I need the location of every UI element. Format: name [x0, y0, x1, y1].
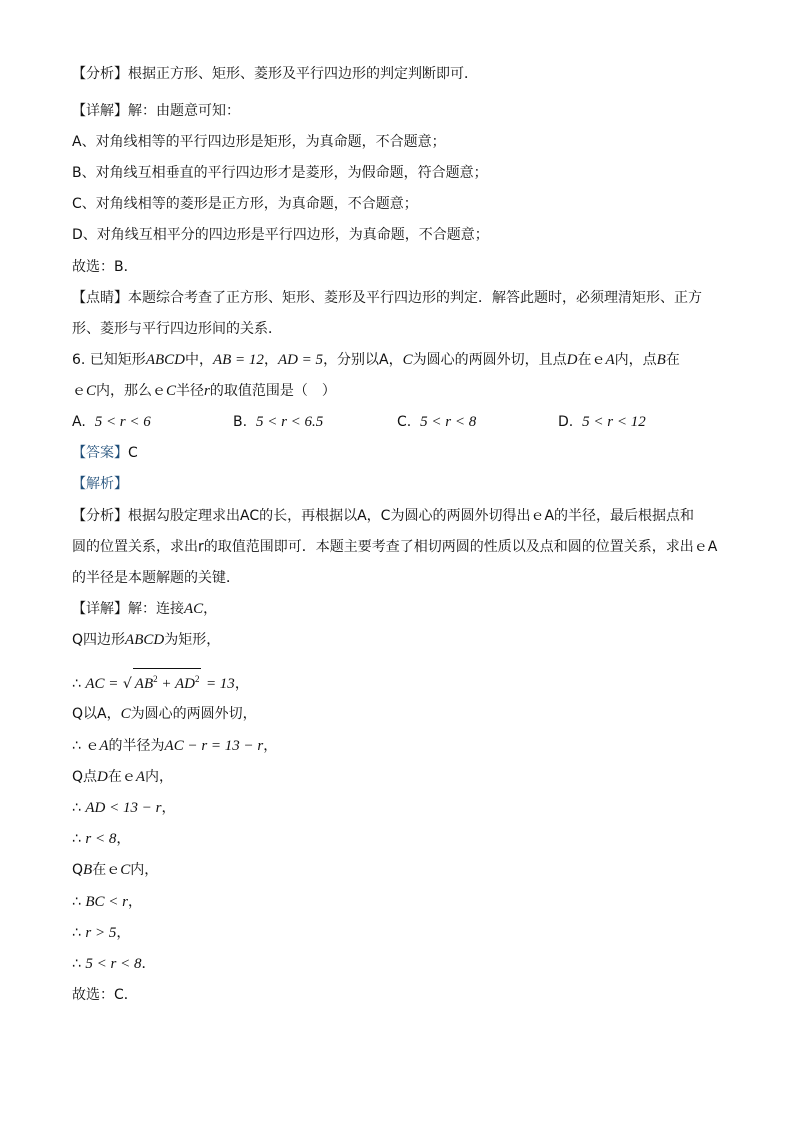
- stem-text: ｅ: [72, 383, 86, 399]
- step-1: [72, 630, 220, 650]
- stem-text: 内，点: [614, 352, 657, 368]
- prev-analysis: 【分析】根据正方形、矩形、菱形及平行四边形的判定判断即可．: [72, 66, 478, 82]
- stem-text: 半径: [176, 383, 205, 399]
- stem-math: C: [402, 352, 413, 368]
- stem-math: r: [204, 383, 210, 399]
- radicand-ab: AB: [134, 676, 154, 692]
- step-10: [72, 923, 130, 943]
- step-text: 在ｅ: [107, 769, 136, 785]
- step-math: = 13: [205, 676, 235, 692]
- step-5: [72, 767, 173, 787]
- step-math: AC =: [85, 676, 119, 692]
- choice-label: B.: [233, 414, 248, 430]
- stem-math: C: [86, 383, 97, 399]
- analysis-line3: 的半径是本题解题的关键．: [72, 570, 240, 586]
- detail-text: ，: [203, 601, 218, 617]
- exponent: 2: [194, 674, 200, 684]
- stem-math: AD = 5: [277, 352, 324, 368]
- stem-text: ，: [263, 352, 278, 368]
- analysis-line1: 【分析】根据勾股定理求出AC的长，再根据以A，C为圆心的两圆外切得出ｅA的半径，最后根据点和: [72, 508, 695, 524]
- step-text: ，: [161, 800, 176, 816]
- stem-math: AB = 12: [212, 352, 264, 368]
- step-3: [72, 704, 257, 724]
- step-math: AC − r = 13 − r: [164, 738, 264, 754]
- prev-comment-line2: 形、菱形与平行四边形间的关系．: [72, 321, 282, 337]
- step-4: [72, 736, 277, 756]
- final-choice: 故选：C．: [72, 987, 138, 1003]
- step-math: ABCD: [125, 632, 165, 648]
- choice-value: 5 < r < 6: [94, 414, 151, 430]
- step-math: AD < 13 − r: [85, 800, 162, 816]
- prev-comment-line1: 【点睛】本题综合考查了正方形、矩形、菱形及平行四边形的判定．解答此题时，必须理清矩形、正方: [72, 290, 702, 306]
- step-text: ∴: [72, 831, 81, 847]
- stem-text: 在: [665, 352, 680, 368]
- step-8: [72, 860, 158, 880]
- step-math: r > 5: [85, 925, 117, 941]
- choice-value: 5 < r < 12: [582, 414, 646, 430]
- step-text: ，: [263, 738, 278, 754]
- prev-option-b: B、对角线互相垂直的平行四边形才是菱形，为假命题，符合题意；: [72, 165, 488, 181]
- radicand-ad: + AD: [157, 676, 195, 692]
- step-7: [72, 829, 130, 849]
- choice-label: D.: [558, 414, 574, 430]
- step-math: C: [120, 706, 131, 722]
- step-text: ．: [141, 956, 156, 972]
- stem-text: 在ｅ: [577, 352, 606, 368]
- choice-a: [72, 412, 151, 432]
- stem-text: 为圆心的两圆外切，且点: [412, 352, 567, 368]
- prev-option-c: C、对角线相等的菱形是正方形，为真命题，不合题意；: [72, 196, 418, 212]
- step-text: Q点: [72, 769, 98, 785]
- stem-math: D: [566, 352, 578, 368]
- choice-c: [397, 412, 476, 432]
- step-text: ∴: [72, 956, 81, 972]
- stem-text: 中，: [184, 352, 213, 368]
- step-text: ，: [128, 894, 143, 910]
- step-11: [72, 954, 155, 974]
- stem-text: ，分别以A，: [323, 352, 403, 368]
- step-text: 为圆心的两圆外切，: [130, 706, 257, 722]
- answer-tag: 【答案】: [72, 445, 128, 461]
- step-text: 内，: [130, 862, 159, 878]
- step-text: Q以A，: [72, 706, 121, 722]
- sqrt-icon: √: [122, 676, 132, 692]
- step-text: ∴: [72, 925, 81, 941]
- step-text: ，: [116, 831, 131, 847]
- q6-stem-line1: [72, 350, 680, 370]
- step-text: ∴: [72, 676, 81, 692]
- step-math: A: [99, 738, 109, 754]
- step-text: ∴: [72, 800, 81, 816]
- step-math: 5 < r < 8: [85, 956, 142, 972]
- stem-math: ABCD: [145, 352, 185, 368]
- step-math: B: [83, 862, 93, 878]
- step-text: Q: [72, 862, 84, 878]
- step-text: 的半径为: [108, 738, 165, 754]
- answer-line: [72, 443, 138, 463]
- step-text: 为矩形，: [164, 632, 221, 648]
- step-text: 内，: [145, 769, 174, 785]
- stem-math: B: [656, 352, 666, 368]
- step-text: 在ｅ: [92, 862, 121, 878]
- step-text: ∴ ｅ: [72, 738, 100, 754]
- choice-value: 5 < r < 8: [420, 414, 477, 430]
- choice-label: A.: [72, 414, 86, 430]
- analysis-line2: 圆的位置关系，求出r的取值范围即可．本题主要考查了相切两圆的性质以及点和圆的位置关系，求出ｅA: [72, 539, 718, 555]
- step-6: [72, 798, 175, 818]
- prev-choice: 故选：B．: [72, 259, 138, 275]
- choice-label: C.: [397, 414, 412, 430]
- step-text: ∴: [72, 894, 81, 910]
- choice-value: 5 < r < 6.5: [255, 414, 324, 430]
- step-2: [72, 668, 249, 694]
- detail-text: 【详解】解：连接: [72, 601, 184, 617]
- step-math: C: [120, 862, 131, 878]
- choice-b: [233, 412, 323, 432]
- stem-math: C: [166, 383, 177, 399]
- detail-math: AC: [184, 601, 204, 617]
- step-math: A: [135, 769, 146, 785]
- answer-value: C: [128, 445, 138, 461]
- prev-option-a: A、对角线相等的平行四边形是矩形，为真命题，不合题意；: [72, 134, 446, 150]
- stem-math: A: [605, 352, 615, 368]
- stem-text: 内，那么ｅ: [96, 383, 167, 399]
- stem-text: 6. 已知矩形: [72, 352, 146, 368]
- detail-head: [72, 599, 217, 619]
- q6-stem-line2: [72, 381, 336, 401]
- stem-text: 的取值范围是（ ）: [209, 383, 336, 399]
- exponent: 2: [153, 674, 158, 684]
- step-9: [72, 892, 142, 912]
- step-text: ，: [234, 676, 249, 692]
- step-math: BC < r: [85, 894, 129, 910]
- step-text: ，: [116, 925, 131, 941]
- step-math: r < 8: [85, 831, 117, 847]
- prev-detail-head: 【详解】解：由题意可知：: [72, 103, 240, 119]
- choice-d: [558, 412, 646, 432]
- step-math: D: [97, 769, 108, 785]
- step-text: Q四边形: [72, 632, 126, 648]
- jiexi-tag: 【解析】: [72, 476, 128, 492]
- sqrt-radicand: [133, 668, 202, 694]
- prev-option-d: D、对角线互相平分的四边形是平行四边形，为真命题，不合题意；: [72, 227, 489, 243]
